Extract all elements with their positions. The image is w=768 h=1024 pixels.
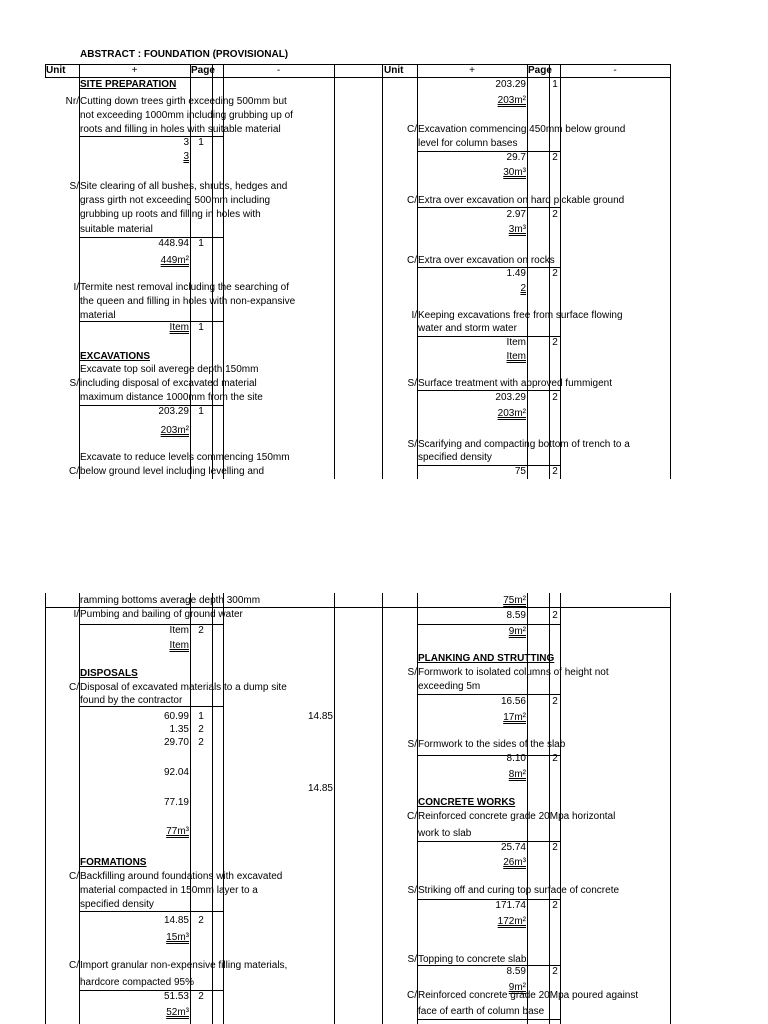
unit-code: C/	[69, 466, 79, 477]
section-heading: EXCAVATIONS	[80, 351, 151, 362]
page-ref: 2	[198, 724, 204, 735]
qty-total: 52m³	[166, 1007, 189, 1018]
qty-value: 8.59	[506, 966, 526, 977]
item-desc: Excavate to reduce levels commencing 150mm	[80, 452, 290, 463]
grid-line	[670, 593, 671, 1024]
unit-code: Nr/	[65, 96, 79, 107]
item-desc: Backfilling around foundations with excavated	[80, 871, 283, 882]
unit-code: S/	[407, 739, 417, 750]
item-desc: ramming bottoms average depth 300mm	[80, 595, 261, 606]
qty-total: Item	[169, 322, 189, 333]
qty-value: 75	[514, 466, 526, 477]
deduct-value: 14.85	[307, 711, 333, 722]
page-ref: 2	[552, 209, 558, 220]
unit-code: S/	[69, 181, 79, 192]
qty-total: 30m³	[503, 167, 526, 178]
item-desc: Pumbing and bailing of ground water	[80, 609, 243, 620]
row-rule	[417, 207, 561, 208]
section-heading: FORMATIONS	[80, 857, 147, 868]
unit-code: C/	[407, 811, 417, 822]
section-heading: SITE PREPARATION	[80, 79, 177, 90]
item-desc: Reinforced concrete grade 20Mpa horizontal	[418, 811, 616, 822]
item-desc: specified density	[418, 452, 492, 463]
page-ref: 1	[198, 711, 204, 722]
page-ref: 2	[198, 625, 204, 636]
unit-code: C/	[407, 990, 417, 1001]
page-title: ABSTRACT : FOUNDATION (PROVISIONAL)	[80, 49, 289, 60]
page-ref: 2	[552, 466, 558, 477]
page-ref: 2	[552, 610, 558, 621]
unit-code: I/	[73, 282, 79, 293]
item-desc: Site clearing of all bushes, shrubs, hedges and	[80, 181, 288, 192]
qty-value: 171.74	[495, 900, 526, 911]
header-rule	[45, 77, 671, 78]
qty-value: 1.49	[506, 268, 526, 279]
qty-total: 75m²	[503, 595, 526, 606]
page-ref: 2	[198, 915, 204, 926]
item-desc: Extra over excavation on rocks	[418, 255, 555, 266]
col-minus-header: -	[276, 65, 281, 76]
page-ref: 1	[198, 322, 204, 333]
qty-total: 203m²	[497, 408, 526, 419]
item-desc: Formwork to isolated columns of height not	[418, 667, 609, 678]
qty-value: 1.35	[169, 724, 189, 735]
unit-code: I/	[411, 310, 417, 321]
item-desc: the queen and filling in holes with non-expansive	[80, 296, 296, 307]
unit-code: S/	[407, 954, 417, 965]
qty-total: 77m³	[166, 826, 189, 837]
item-desc: Surface treatment with approved fummigent	[418, 378, 612, 389]
unit-code: C/	[407, 124, 417, 135]
unit-code: C/	[69, 682, 79, 693]
page-ref: 1	[198, 238, 204, 249]
item-desc: level for column bases	[418, 138, 518, 149]
item-desc: found by the contractor	[80, 695, 183, 706]
unit-code: C/	[69, 960, 79, 971]
item-desc: Reinforced concrete grade 20Mpa poured against	[418, 990, 639, 1001]
row-rule	[79, 911, 224, 912]
qty-total: 15m³	[166, 932, 189, 943]
row-rule	[45, 607, 671, 608]
qty-value: 29.70	[163, 737, 189, 748]
page-ref: 2	[552, 337, 558, 348]
page-ref: 2	[552, 696, 558, 707]
qty-total: 3m³	[508, 224, 526, 235]
item-desc: Disposal of excavated materials to a dump site	[80, 682, 287, 693]
col-plus-header-right: +	[469, 65, 475, 76]
qty-value: 203.29	[495, 392, 526, 403]
item-desc: Scarifying and compacting bottom of trench to a	[418, 439, 630, 450]
item-desc: Excavate top soil averege depth 150mm	[80, 364, 259, 375]
qty-value: 448.94	[158, 238, 189, 249]
row-rule	[417, 624, 561, 625]
qty-total: 17m²	[503, 712, 526, 723]
row-rule	[417, 694, 561, 695]
item-desc: Termite nest removal including the searching of	[80, 282, 289, 293]
page-ref: 2	[552, 392, 558, 403]
unit-code: C/	[407, 255, 417, 266]
qty-value: 25.74	[500, 842, 526, 853]
item-desc: Formwork to the sides of the slab	[418, 739, 566, 750]
qty-value: 16.56	[500, 696, 526, 707]
row-rule	[417, 1019, 561, 1020]
item-desc: maximum distance 1000mm from the site	[80, 392, 263, 403]
item-desc: face of earth of column base	[418, 1006, 545, 1017]
item-desc: exceeding 5m	[418, 681, 481, 692]
qty-total: 203m²	[497, 95, 526, 106]
page-ref: 2	[552, 842, 558, 853]
item-desc: Extra over excavation on hard pickable ground	[418, 195, 625, 206]
qty-value: 2.97	[506, 209, 526, 220]
col-page-header: Page	[191, 65, 215, 76]
qty-value: 14.85	[163, 915, 189, 926]
section-heading: CONCRETE WORKS	[418, 797, 516, 808]
qty-value: 29.7	[506, 152, 526, 163]
qty-value: 203.29	[158, 406, 189, 417]
qty-total: Item	[169, 640, 189, 651]
page-ref: 2	[552, 900, 558, 911]
qty-value: 3	[183, 137, 189, 148]
qty-total: 9m²	[508, 626, 526, 637]
qty-value: 8.10	[506, 753, 526, 764]
qty-total: Item	[506, 351, 526, 362]
row-rule	[417, 390, 561, 391]
qty-value: Item	[169, 625, 189, 636]
page-ref: 2	[198, 737, 204, 748]
grid-line	[334, 593, 335, 1024]
qty-value: 60.99	[163, 711, 189, 722]
qty-total: 9m²	[508, 982, 526, 993]
item-desc: specified density	[80, 899, 154, 910]
col-unit-header-right: Unit	[384, 65, 404, 76]
page-ref: 1	[198, 137, 204, 148]
unit-code: S/	[407, 667, 417, 678]
page-ref: 2	[552, 966, 558, 977]
qty-total: 449m²	[160, 255, 189, 266]
item-desc: not exceeding 1000mm including grubbing up of	[80, 110, 293, 121]
qty-value: Item	[506, 337, 526, 348]
item-desc: including disposal of excavated material	[80, 378, 257, 389]
item-desc: Keeping excavations free from surface flowing	[418, 310, 623, 321]
col-minus-header-right: -	[613, 65, 617, 76]
item-desc: Import granular non-expensive filling materials,	[80, 960, 288, 971]
item-desc: Excavation commencing 450mm below ground	[418, 124, 626, 135]
qty-total: 2	[520, 283, 526, 294]
grid-line	[670, 64, 671, 479]
col-page-header-right: Page	[528, 65, 552, 76]
unit-code: C/	[69, 871, 79, 882]
qty-total: 26m³	[503, 857, 526, 868]
page-ref: 2	[198, 991, 204, 1002]
col-unit-header: Unit	[46, 65, 66, 76]
qty-total: 3	[183, 151, 189, 162]
unit-code: I/	[73, 609, 79, 620]
qty-sum: 92.04	[163, 767, 189, 778]
page-ref: 1	[552, 79, 558, 90]
item-desc: Striking off and curing top surface of concrete	[418, 885, 620, 896]
item-desc: suitable material	[80, 224, 153, 235]
deduct-value: 14.85	[307, 783, 333, 794]
qty-value: 8.59	[506, 610, 526, 621]
unit-code: S/	[407, 885, 417, 896]
qty-value: 203.29	[495, 79, 526, 90]
item-desc: water and storm water	[418, 323, 517, 334]
sheet-page-2	[0, 593, 768, 1024]
item-desc: material	[80, 310, 116, 321]
item-desc: Topping to concrete slab	[418, 954, 527, 965]
item-desc: roots and filling in holes with suitable material	[80, 124, 281, 135]
item-desc: below ground level including levelling and	[80, 466, 265, 477]
qty-total: 203m²	[160, 425, 189, 436]
unit-code: C/	[407, 195, 417, 206]
qty-total: 172m²	[497, 916, 526, 927]
item-desc: Cutting down trees girth exceeding 500mm but	[80, 96, 287, 107]
item-desc: hardcore compacted 95%	[80, 977, 194, 988]
page-ref: 2	[552, 268, 558, 279]
section-heading: PLANKING AND STRUTTING	[418, 653, 555, 664]
item-desc: grubbing up roots and filling in holes with	[80, 209, 261, 220]
qty-value: 51.53	[163, 991, 189, 1002]
unit-code: S/	[407, 378, 417, 389]
sheet-page-1	[0, 0, 768, 479]
grid-line	[334, 64, 335, 479]
page-ref: 1	[198, 406, 204, 417]
page-ref: 2	[552, 152, 558, 163]
item-desc: grass girth not exceeding 500mm including	[80, 195, 271, 206]
item-desc: work to slab	[418, 828, 472, 839]
unit-code: S/	[407, 439, 417, 450]
unit-code: S/	[69, 378, 79, 389]
page-ref: 2	[552, 753, 558, 764]
section-heading: DISPOSALS	[80, 668, 138, 679]
qty-total: 8m²	[508, 769, 526, 780]
qty-net: 77.19	[163, 797, 189, 808]
grid-line	[560, 593, 561, 1024]
col-plus-header: +	[131, 65, 138, 76]
item-desc: material compacted in 150mm layer to a	[80, 885, 258, 896]
